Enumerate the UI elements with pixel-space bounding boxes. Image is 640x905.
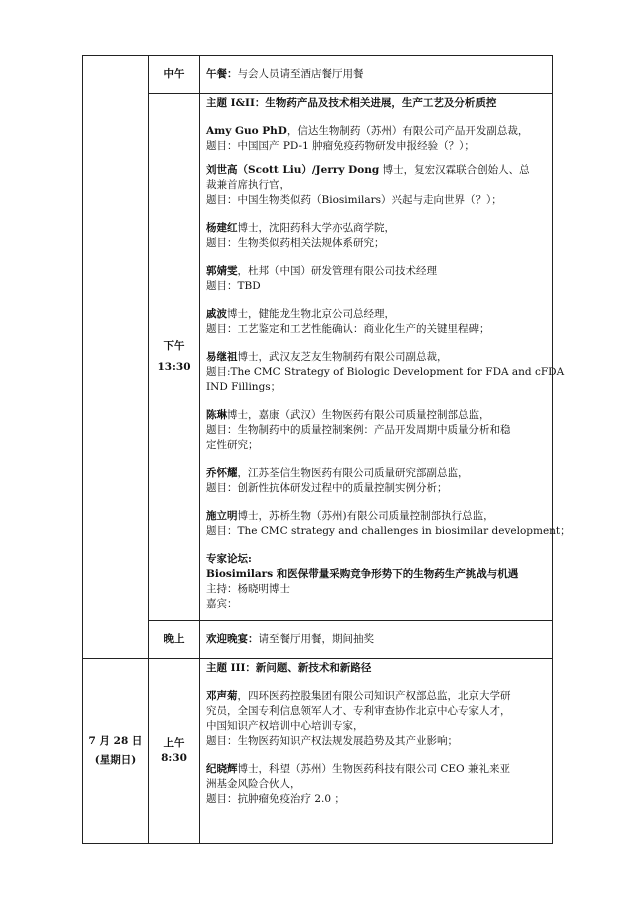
forum-title: Biosimilars 和医保带量采购竞争形势下的生物药生产挑战与机遇 [206,568,519,580]
speaker-desc: 博士，科望（苏州）生物医药科技有限公司 CEO 兼礼来亚 [237,763,510,775]
speaker-desc-cont: 洲基金风险合伙人， [206,778,301,790]
noon-label: 午餐： [206,68,238,80]
speaker-desc: ，杜邦（中国）研发管理有限公司技术经理 [237,265,437,277]
time-morning [149,659,200,844]
speaker-topic: 题目：抗肿瘤免疫治疗 2.0 ； [206,793,345,805]
speaker-name: 纪晓辉 [206,763,238,775]
morning-content [200,659,553,844]
speaker-topic-cont: IND Fillings； [206,381,282,393]
theme-1-2: 主题 I&II：生物药产品及技术相关进展，生产工艺及分析质控 [206,97,497,109]
date-cell-day1 [83,56,149,659]
time-afternoon [149,94,200,621]
speaker-name: 郭婧雯 [206,265,238,277]
speaker-name: 杨建红 [206,222,238,234]
speaker-entry [206,350,565,395]
speaker-topic: 题目：工艺鉴定和工艺性能确认：商业化生产的关键里程碑； [206,323,490,335]
speaker-desc: 博士，武汉友芝友生物制药有限公司副总裁， [237,351,448,363]
speaker-name: 陈琳 [206,409,227,421]
theme-3: 主题 III：新问题、新技术和新路径 [206,662,372,674]
forum-guests: 嘉宾： [206,598,238,610]
evening-label: 欢迎晚宴： [206,633,259,645]
speaker-entry [206,307,546,337]
speaker-topic: 题目：生物制药中的质量控制案例：产品开发周期中质量分析和稳 [206,424,511,436]
row-noon [83,56,553,94]
speaker-desc: 博士，嘉康（武汉）生物医药有限公司质量控制部总监， [227,409,490,421]
speaker-desc: ，四环医药控股集团有限公司知识产权部总监，北京大学研 [237,690,511,702]
speaker-topic: 题目：生物医药知识产权法规发展趋势及其产业影响； [206,735,458,747]
speaker-name: 刘世高（Scott Liu）/Jerry Dong [206,164,380,176]
speaker-entry [206,408,546,453]
time-noon: 中午 [149,56,200,94]
noon-text: 与会人员请至酒店餐厅用餐 [237,68,364,80]
speaker-topic-cont: 定性研究； [206,439,259,451]
speaker-topic: 题目：The CMC strategy and challenges in biosimilar development； [206,525,571,537]
speaker-name: 戚波 [206,308,227,320]
noon-content [200,56,553,94]
speaker-desc: 博士，苏桥生物（苏州)有限公司质量控制部执行总监， [237,510,494,522]
speaker-entry [206,221,546,251]
forum-host: 主持：杨晓明博士 [206,583,290,595]
speaker-entry [206,509,571,539]
speaker-entry [206,264,546,294]
date-day2: 7 月 28 日 [88,735,143,747]
speaker-topic: 题目：TBD [206,280,261,292]
row-afternoon [83,94,553,621]
time-morning-label: 上午 [163,737,185,749]
time-evening: 晚上 [149,621,200,659]
speaker-name: 邓声菊 [206,690,238,702]
speaker-desc-cont: 中国知识产权培训中心培训专家， [206,720,364,732]
schedule-table [82,55,571,844]
speaker-desc: ，江苏荃信生物医药有限公司质量研究部副总监， [237,467,469,479]
speaker-desc: 博士，沈阳药科大学亦弘商学院， [237,222,395,234]
speaker-entry [206,124,546,154]
speaker-name: 施立明 [206,510,238,522]
expert-forum [206,552,546,612]
speaker-name: Amy Guo PhD [206,125,287,137]
time-morning-clock: 8:30 [161,752,187,764]
speaker-entry [206,762,546,807]
weekday-day2: (星期日) [94,754,137,766]
time-afternoon-clock: 13:30 [157,361,191,373]
evening-content [200,621,553,659]
row-evening [83,621,553,659]
date-cell-day2 [83,659,149,844]
speaker-topic: 题目：中国国产 PD-1 肿瘤免疫药物研发申报经验（？）； [206,140,475,152]
speaker-name: 易继祖 [206,351,238,363]
speaker-desc-cont: 究员，全国专利信息领军人才、专利审查协作北京中心专家人才， [206,705,511,717]
speaker-entry [206,689,546,749]
row-day2-morning [83,659,553,844]
speaker-name: 乔怀耀 [206,467,238,479]
forum-label: 专家论坛: [206,553,252,565]
time-afternoon-label: 下午 [163,340,185,352]
afternoon-content [200,94,571,621]
speaker-topic: 题目：中国生物类似药（Biosimilars）兴起与走向世界（？）； [206,194,502,206]
evening-text: 请至餐厅用餐，期间抽奖 [258,633,374,645]
speaker-topic: 题目：生物类似药相关法规体系研究； [206,237,385,249]
speaker-topic: 题目:The CMC Strategy of Biologic Development for FDA and cFDA [206,366,565,378]
speaker-desc: ，信达生物制药（苏州）有限公司产品开发副总裁， [286,125,529,137]
speaker-topic: 题目：创新性抗体研发过程中的质量控制实例分析； [206,482,448,494]
speaker-entry [206,163,546,208]
speaker-entry [206,466,546,496]
speaker-desc-cont: 裁兼首席执行官， [206,179,290,191]
speaker-desc: 博士，健能龙生物北京公司总经理， [227,308,395,320]
speaker-desc: 博士，复宏汉霖联合创始人、总 [379,164,530,176]
